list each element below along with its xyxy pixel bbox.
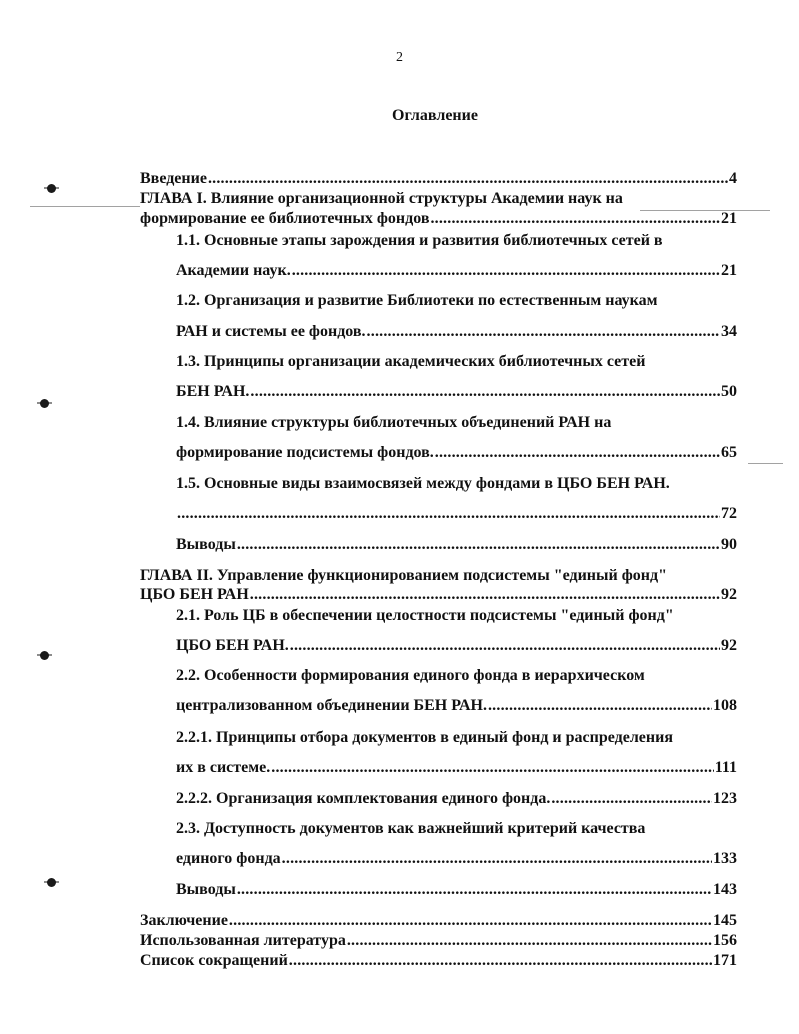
toc-page-number: 133 — [713, 850, 737, 867]
toc-entry-2-2-2[interactable] — [176, 789, 737, 809]
toc-entry-title: формирование подсистемы фондов. — [176, 444, 434, 461]
toc-entry-1-5-line1[interactable]: 1.5. Основные виды взаимосвязей между фондами в ЦБО БЕН РАН. — [176, 475, 670, 492]
toc-entry-chapter1-line2[interactable] — [140, 209, 737, 229]
toc-page-number: 34 — [721, 323, 737, 340]
toc-page-number: 171 — [713, 952, 737, 969]
leader-dots — [177, 504, 720, 524]
leader-dots — [289, 951, 712, 971]
toc-entry-chapter2-line1[interactable]: ГЛАВА II. Управление функционированием подсистемы "единый фонд" — [140, 567, 667, 584]
toc-entry-abbreviations[interactable] — [140, 951, 737, 971]
page-number: 2 — [396, 50, 403, 65]
toc-entry-1-2-line1[interactable]: 1.2. Организация и развитие Библиотеки по естественным наукам — [176, 292, 658, 309]
toc-entry-title: ЦБО БЕН РАН — [140, 586, 249, 603]
toc-entry-title: централизованном объединении БЕН РАН. — [176, 697, 487, 714]
leader-dots — [488, 696, 712, 716]
toc-entry-literature[interactable] — [140, 931, 737, 951]
toc-page-number: 4 — [729, 170, 737, 187]
toc-entry-chapter1-line1[interactable]: ГЛАВА I. Влияние организационной структуры Академии наук на — [140, 190, 623, 207]
toc-page-number: 21 — [721, 262, 737, 279]
toc-entry-1-2-line2[interactable] — [176, 322, 737, 342]
leader-dots — [282, 849, 712, 869]
leader-dots — [237, 880, 712, 900]
toc-entry-2-1-line2[interactable] — [176, 636, 737, 656]
toc-page-number: 92 — [721, 637, 737, 654]
toc-entry-1-3-line2[interactable] — [176, 382, 737, 402]
leader-dots — [435, 443, 720, 463]
toc-entry-title: Список сокращений — [140, 952, 288, 969]
toc-entry-title: ЦБО БЕН РАН. — [176, 637, 289, 654]
leader-dots — [271, 758, 714, 778]
toc-page-number: 145 — [713, 912, 737, 929]
toc-entry-1-1-line1[interactable]: 1.1. Основные этапы зарождения и развития библиотечных сетей в — [176, 232, 663, 249]
leader-dots — [208, 169, 728, 189]
toc-entry-title: 2.2.2. Организация комплектования единого фонда. — [176, 790, 551, 807]
toc-entry-title: Выводы — [176, 536, 236, 553]
toc-page-number: 143 — [713, 881, 737, 898]
toc-entry-2-2-line1[interactable]: 2.2. Особенности формирования единого фонда в иерархическом — [176, 667, 645, 684]
page-title: Оглавление — [392, 107, 478, 124]
toc-entry-conclusions-ch2[interactable] — [176, 880, 737, 900]
toc-entry-conclusions-ch1[interactable] — [176, 535, 737, 555]
toc-entry-1-4-line2[interactable] — [176, 443, 737, 463]
toc-entry-1-5-line2[interactable] — [176, 504, 737, 524]
toc-entry-title: единого фонда — [176, 850, 281, 867]
toc-page-number: 50 — [721, 383, 737, 400]
leader-dots — [430, 209, 720, 229]
toc-entry-title: формирование ее библиотечных фондов — [140, 210, 430, 227]
leader-dots — [367, 322, 720, 342]
toc-entry-2-1-line1[interactable]: 2.1. Роль ЦБ в обеспечении целостности подсистемы "единый фонд" — [176, 607, 674, 624]
leader-dots — [292, 261, 720, 281]
toc-entry-2-3-line2[interactable] — [176, 849, 737, 869]
toc-entry-chapter2-line2[interactable] — [140, 585, 737, 605]
toc-page-number: 72 — [721, 505, 737, 522]
toc-page-number: 111 — [714, 759, 737, 776]
toc-entry-title: РАН и системы ее фондов. — [176, 323, 366, 340]
toc-entry-intro[interactable] — [140, 169, 737, 189]
toc-page-number: 123 — [713, 790, 737, 807]
toc-entry-conclusion[interactable] — [140, 911, 737, 931]
toc-entry-title: Введение — [140, 170, 207, 187]
leader-dots — [347, 931, 712, 951]
toc-page-number: 156 — [713, 932, 737, 949]
toc-entry-1-3-line1[interactable]: 1.3. Принципы организации академических библиотечных сетей — [176, 353, 646, 370]
toc-entry-title: БЕН РАН. — [176, 383, 250, 400]
toc-entry-1-1-line2[interactable] — [176, 261, 737, 281]
toc-entry-2-2-1-line1[interactable]: 2.2.1. Принципы отбора документов в единый фонд и распределения — [176, 729, 673, 746]
toc-entry-title: Академии наук. — [176, 262, 291, 279]
leader-dots — [250, 382, 720, 402]
toc-entry-1-4-line1[interactable]: 1.4. Влияние структуры библиотечных объединений РАН на — [176, 414, 612, 431]
toc-entry-title: Использованная литература — [140, 932, 346, 949]
toc-entry-title: Выводы — [176, 881, 236, 898]
toc-page-number: 92 — [721, 586, 737, 603]
toc-entry-2-3-line1[interactable]: 2.3. Доступность документов как важнейший критерий качества — [176, 820, 646, 837]
toc-page-number: 21 — [721, 210, 737, 227]
toc-page-number: 90 — [721, 536, 737, 553]
toc-entry-title: их в системе. — [176, 759, 271, 776]
toc-entry-2-2-line2[interactable] — [176, 696, 737, 716]
leader-dots — [290, 636, 720, 656]
leader-dots — [229, 911, 712, 931]
toc-entry-title: Заключение — [140, 912, 228, 929]
leader-dots — [250, 585, 720, 605]
toc-entry-2-2-1-line2[interactable] — [176, 758, 737, 778]
toc-page-number: 65 — [721, 444, 737, 461]
leader-dots — [551, 789, 712, 809]
toc-page-number: 108 — [713, 697, 737, 714]
leader-dots — [237, 535, 720, 555]
